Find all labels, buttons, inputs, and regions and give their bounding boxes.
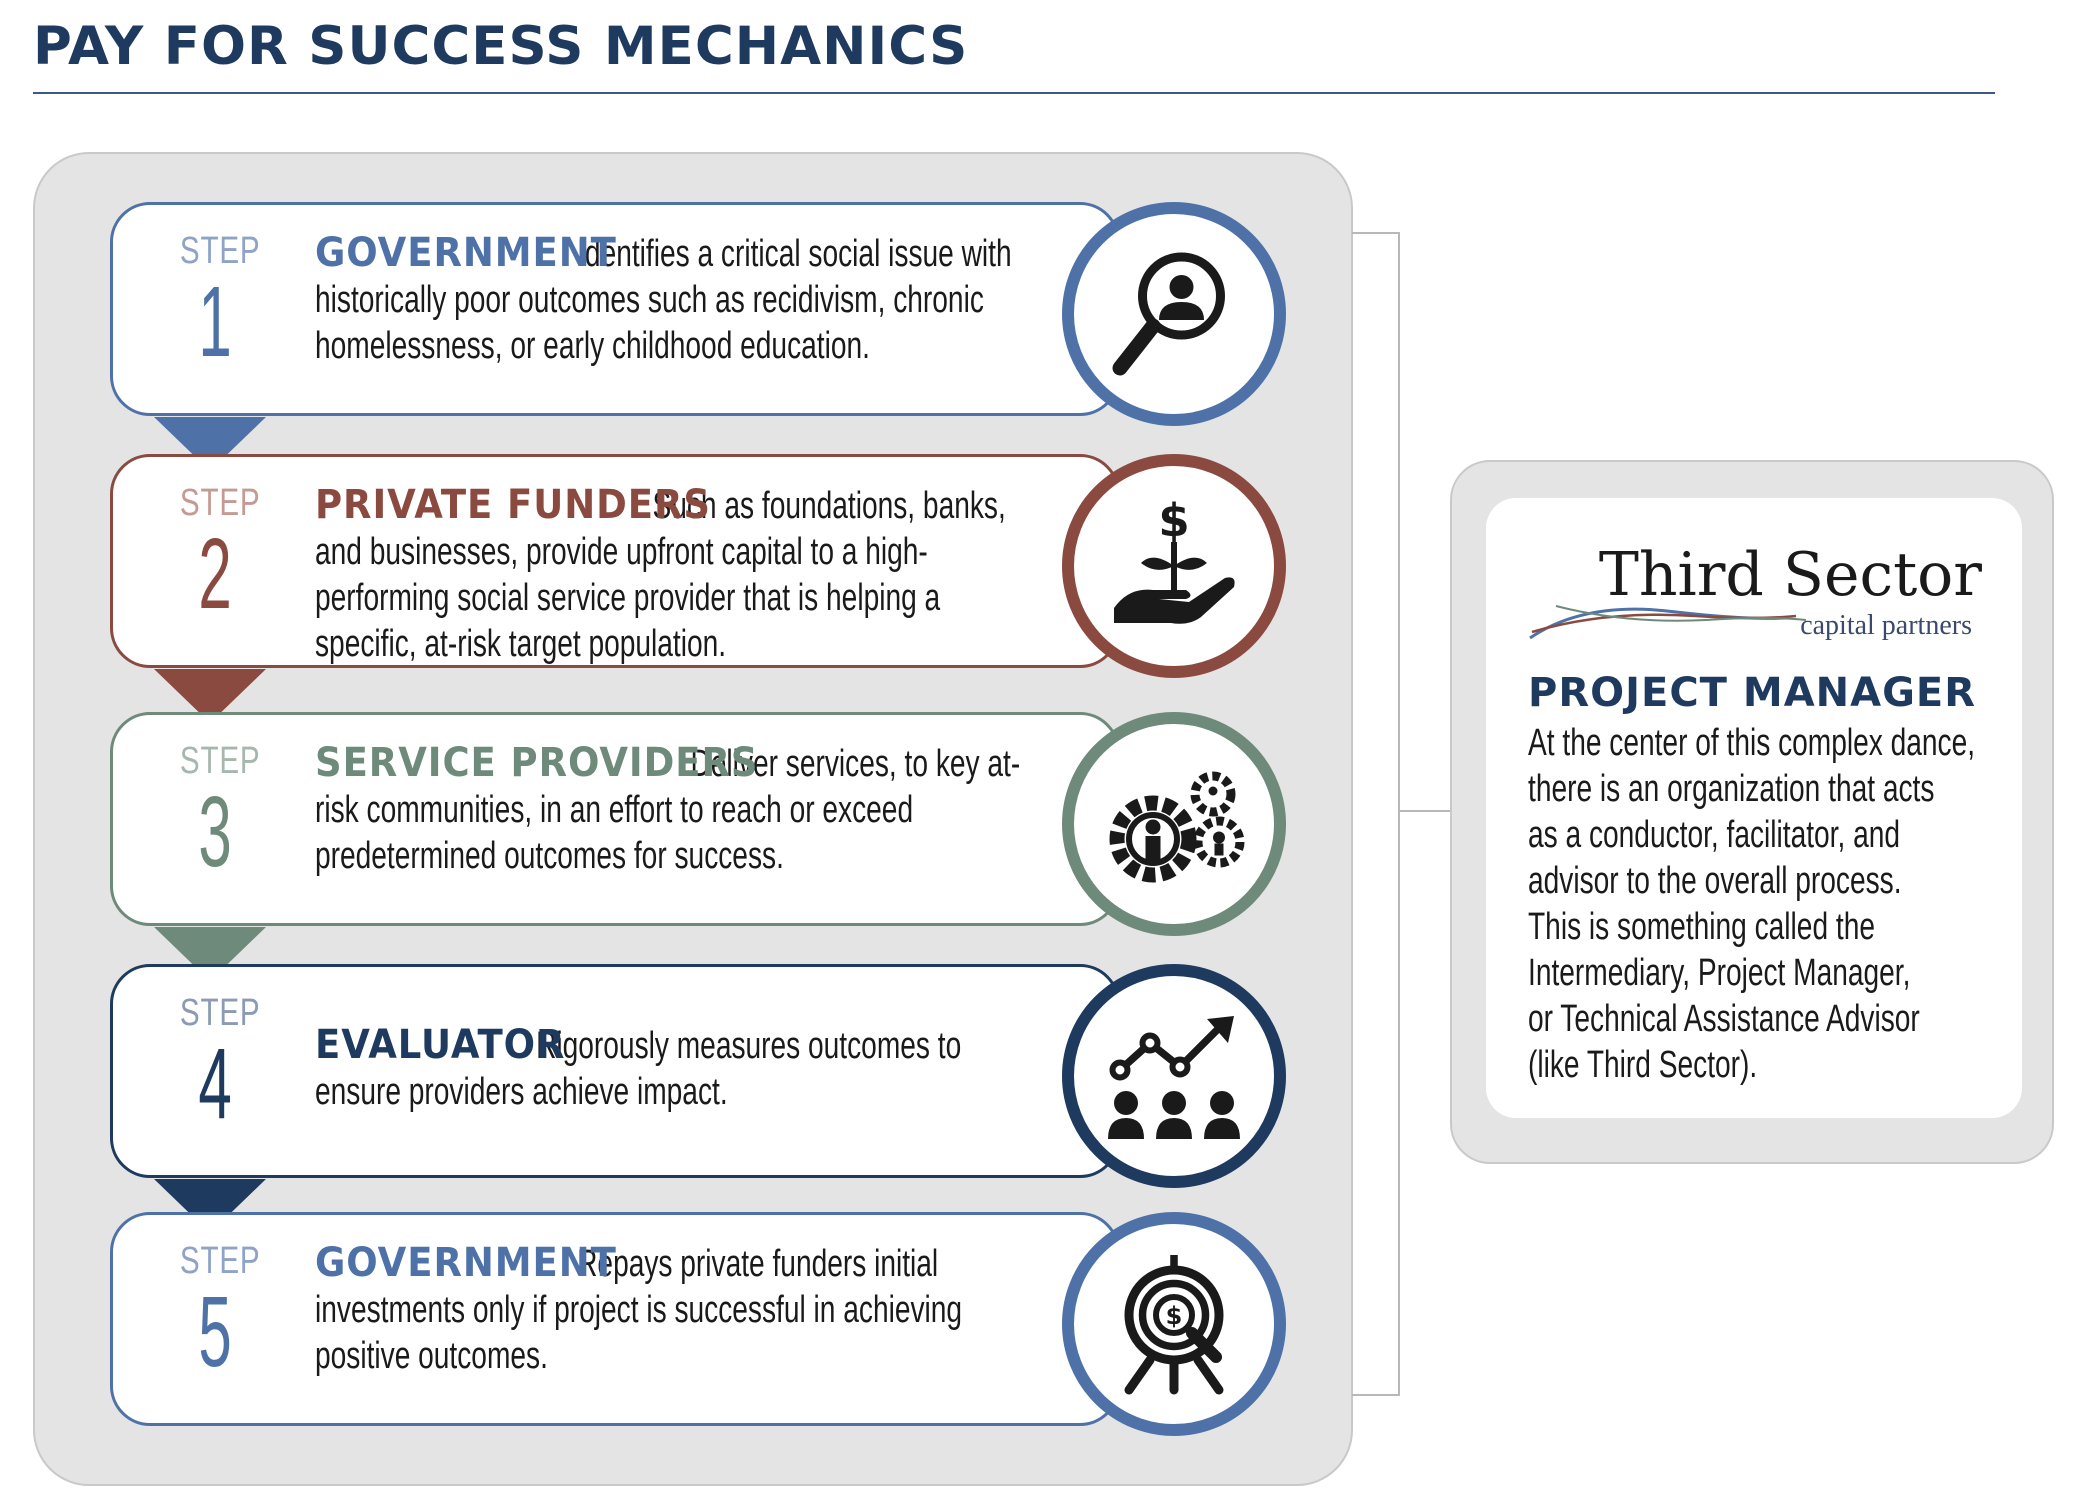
step-label: STEP [179, 1240, 261, 1282]
description-line: there is an organization that acts [1528, 768, 1935, 810]
step-5-icon-circle [1062, 1212, 1286, 1436]
step-actor: GOVERNMENT [315, 1240, 617, 1286]
magnifier-person-icon [1099, 239, 1249, 389]
description-line: At the center of this complex dance, [1528, 722, 1976, 764]
page-title: PAY FOR SUCCESS MECHANICS [33, 16, 969, 77]
connector-bracket [1352, 232, 1400, 1396]
svg-text:$: $ [1158, 494, 1190, 547]
step-text [315, 1240, 1040, 1379]
step-description: Deliver services, to key at-risk communities, in an effort to reach or exceed predetermined outcomes for success. [315, 743, 1021, 877]
step-number: 1 [198, 266, 232, 378]
project-manager-description [1528, 720, 1987, 1088]
project-manager-heading: PROJECT MANAGER [1528, 670, 1977, 716]
step-1-icon-circle [1062, 202, 1286, 426]
third-sector-logo [1526, 540, 1996, 650]
step-text [315, 1022, 1040, 1115]
svg-text:$: $ [1165, 1302, 1183, 1330]
description-line: Intermediary, Project Manager, [1528, 952, 1911, 994]
step-actor: EVALUATOR [315, 1022, 566, 1068]
project-manager-card [1486, 498, 2022, 1118]
step-label: STEP [179, 992, 261, 1034]
growth-chart-people-icon [1099, 1001, 1249, 1151]
step-description: Rigorously measures outcomes to ensure providers achieve impact. [315, 1025, 962, 1113]
logo-name: Third Sector [1598, 540, 1982, 610]
step-number: 3 [198, 776, 232, 888]
description-line: (like Third Sector). [1528, 1044, 1758, 1086]
step-actor: PRIVATE FUNDERS [315, 482, 711, 528]
step-text [315, 230, 1040, 369]
step-label: STEP [179, 482, 261, 524]
step-4-icon-circle [1062, 964, 1286, 1188]
step-number: 4 [198, 1028, 232, 1140]
step-2-icon-circle [1062, 454, 1286, 678]
hand-money-plant-icon [1099, 491, 1249, 641]
description-line: as a conductor, facilitator, and [1528, 814, 1901, 856]
step-description: Repays private funders initial investments only if project is successful in achieving positive outcomes. [315, 1243, 963, 1377]
logo-tagline: capital partners [1800, 610, 1972, 641]
step-label: STEP [179, 740, 261, 782]
connector-line [1398, 810, 1452, 812]
target-dollar-icon [1099, 1249, 1249, 1399]
step-number: 5 [198, 1276, 232, 1388]
description-line: This is something called the [1528, 906, 1875, 948]
step-number: 2 [198, 518, 232, 630]
description-line: advisor to the overall process. [1528, 860, 1902, 902]
step-text [315, 482, 1040, 667]
title-divider [33, 92, 1995, 94]
step-description: Such as foundations, banks, and businesses, provide upfront capital to a high-performing social service provider that is helping a specific, at-risk target population. [315, 485, 1006, 665]
gears-people-icon [1099, 749, 1249, 899]
step-actor: SERVICE PROVIDERS [315, 740, 759, 786]
description-line: or Technical Assistance Advisor [1528, 998, 1920, 1040]
step-actor: GOVERNMENT [315, 230, 617, 276]
step-text [315, 740, 1040, 879]
project-manager-panel [1450, 460, 2054, 1164]
step-description: Identifies a critical social issue with historically poor outcomes such as recidivism, chronic homelessness, or early childhood education. [315, 233, 1012, 367]
step-label: STEP [179, 230, 261, 272]
step-3-icon-circle [1062, 712, 1286, 936]
